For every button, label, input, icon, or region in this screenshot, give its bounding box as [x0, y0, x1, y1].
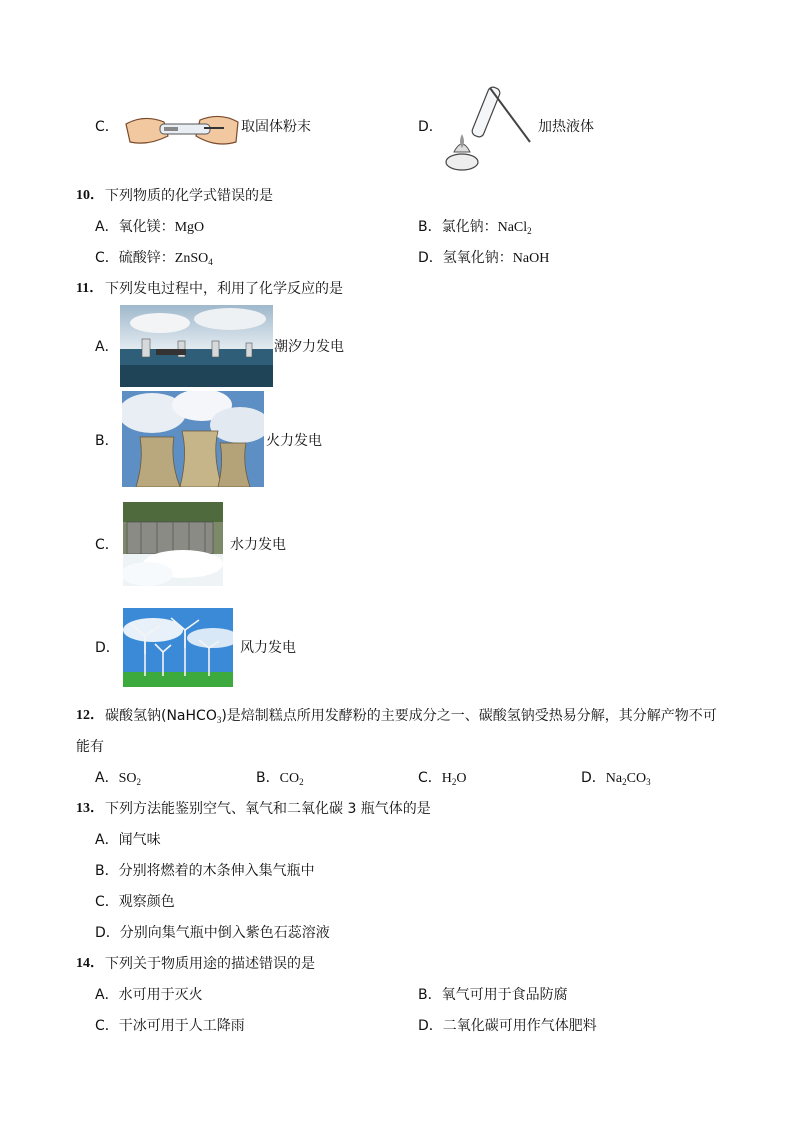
q13-option-a: A．闻气味 [95, 832, 161, 848]
q14-stem: 下列关于物质用途的描述错误的是 [105, 956, 315, 972]
q10-stem: 下列物质的化学式错误的是 [105, 188, 273, 204]
q9-c-image-powder-sampling [124, 106, 240, 154]
q13-stem: 下列方法能鉴别空气、氧气和二氧化碳 3 瓶气体的是 [105, 801, 431, 817]
q13-option-b: B．分别将燃着的木条伸入集气瓶中 [95, 863, 315, 879]
q11-number: 11． [76, 281, 104, 296]
q10-number: 10． [76, 188, 104, 203]
q12-option-b: B．$CO_2$ [256, 770, 304, 787]
q11-option-b-letter: B． [95, 433, 119, 449]
q12-option-c: C．$H_2O$ [418, 770, 467, 787]
q12-option-a: A．$SO_2$ [95, 770, 141, 787]
q12-number: 12． [76, 708, 104, 723]
q14-number: 14． [76, 956, 104, 971]
q14-option-b: B．氧气可用于食品防腐 [418, 987, 568, 1003]
q9-option-c-caption: 取固体粉末 [241, 119, 311, 135]
q10-option-c: C．硫酸锌：ZnSO$_4$ [95, 250, 213, 267]
q14-option-d: D．二氧化碳可用作气体肥料 [418, 1018, 597, 1034]
q11-option-a-letter: A． [95, 339, 119, 355]
q10-option-b: B．氯化钠：NaCl$_2$ [418, 219, 532, 236]
q12-stem-line1: 碳酸氢钠(NaHCO$_3$)是焙制糕点所用发酵粉的主要成分之一、碳酸氢钠受热易分解，其分解产物不可 [105, 708, 717, 725]
q13-option-c: C．观察颜色 [95, 894, 175, 910]
q11-option-b-caption: 火力发电 [266, 433, 322, 449]
q9-option-d-letter: D． [418, 119, 443, 135]
q11-a-image-tidal-power [120, 305, 273, 387]
q14-option-c: C．干冰可用于人工降雨 [95, 1018, 245, 1034]
q12-stem-line2: 能有 [76, 739, 104, 755]
q10-option-a: A．氧化镁：MgO [95, 219, 205, 235]
q9-option-c-letter: C． [95, 119, 119, 135]
q9-d-image-heating-liquid [440, 82, 535, 174]
q13-number: 13． [76, 801, 104, 816]
q11-option-c-letter: C． [95, 537, 119, 553]
q11-stem: 下列发电过程中，利用了化学反应的是 [105, 281, 343, 297]
q14-option-a: A．水可用于灭火 [95, 987, 203, 1003]
q11-option-c-caption: 水力发电 [230, 537, 286, 553]
q11-d-image-wind-power [123, 608, 233, 687]
q11-option-d-letter: D． [95, 640, 120, 656]
q11-option-d-caption: 风力发电 [240, 640, 296, 656]
q12-option-d: D．$Na_2CO_3$ [581, 770, 651, 787]
q11-b-image-thermal-power [122, 391, 264, 487]
q10-option-d: D．氢氧化钠：NaOH [418, 250, 550, 266]
q11-c-image-hydro-power [123, 502, 223, 586]
q11-option-a-caption: 潮汐力发电 [274, 339, 344, 355]
q9-option-d-caption: 加热液体 [538, 119, 594, 135]
q13-option-d: D．分别向集气瓶中倒入紫色石蕊溶液 [95, 925, 330, 941]
